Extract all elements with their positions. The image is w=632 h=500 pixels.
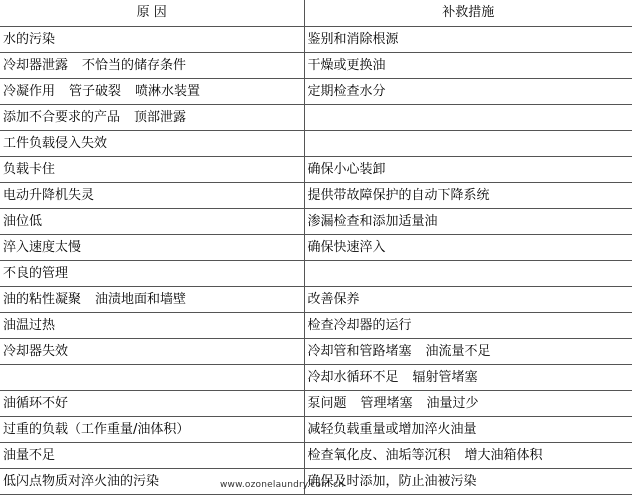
table-row [0, 339, 632, 365]
table-row [0, 365, 632, 391]
remedy-cell [304, 339, 632, 365]
table-row [0, 131, 632, 157]
cause-phrase: 管子破裂 [69, 84, 122, 99]
cause-cell [0, 287, 304, 313]
cause-cell [0, 261, 304, 287]
remedy-phrase: 干燥或更换油 [307, 58, 386, 73]
table-row [0, 235, 632, 261]
header-remedy: 补救措施 [304, 0, 632, 27]
remedy-cell [304, 53, 632, 79]
cause-cell [0, 443, 304, 469]
cause-phrase: 油循环不好 [3, 396, 69, 411]
remedy-cell [304, 365, 632, 391]
cause-phrase: 不良的管理 [3, 266, 69, 281]
cause-phrase: 冷却器失效 [3, 344, 69, 359]
remedy-phrase: 改善保养 [307, 292, 360, 307]
cause-phrase: 水的污染 [3, 32, 56, 47]
table-row [0, 79, 632, 105]
cause-phrase: 顶部泄露 [134, 110, 187, 125]
cause-phrase: 添加不合要求的产品 [3, 110, 121, 125]
remedy-phrase: 确保小心装卸 [307, 162, 386, 177]
table-body [0, 27, 632, 495]
cause-cell [0, 27, 304, 53]
cause-cell [0, 131, 304, 157]
table-row [0, 53, 632, 79]
cause-phrase: 油位低 [3, 214, 43, 229]
remedy-cell [304, 131, 632, 157]
cause-cell [0, 339, 304, 365]
table-row [0, 391, 632, 417]
remedy-phrase: 减轻负载重量或增加淬火油量 [307, 422, 477, 437]
header-row [0, 0, 632, 27]
cause-cell [0, 105, 304, 131]
cause-cell [0, 417, 304, 443]
cause-phrase: 油的粘性凝聚 [3, 292, 82, 307]
remedy-cell [304, 313, 632, 339]
remedy-phrase: 定期检查水分 [307, 84, 386, 99]
remedy-cell [304, 235, 632, 261]
remedy-cell [304, 443, 632, 469]
remedy-phrase: 油流量不足 [425, 344, 491, 359]
remedy-phrase: 增大油箱体积 [464, 448, 543, 463]
remedy-cell [304, 261, 632, 287]
remedy-phrase: 泵问题 [307, 396, 347, 411]
cause-phrase: 淬入速度太慢 [3, 240, 82, 255]
remedy-phrase: 确保快速淬入 [307, 240, 386, 255]
remedy-cell [304, 27, 632, 53]
cause-cell [0, 157, 304, 183]
remedy-phrase: 检查冷却器的运行 [307, 318, 412, 333]
cause-cell [0, 183, 304, 209]
cause-phrase: 不恰当的储存条件 [82, 58, 187, 73]
remedy-cell [304, 209, 632, 235]
remedy-phrase: 辐射管堵塞 [412, 370, 478, 385]
table-row [0, 417, 632, 443]
cause-phrase: 电动升降机失灵 [3, 188, 95, 203]
cause-phrase: 工件负载侵入失效 [3, 136, 108, 151]
remedy-phrase: 鉴别和消除根源 [307, 32, 399, 47]
cause-cell [0, 365, 304, 391]
remedy-cell [304, 183, 632, 209]
table-row [0, 313, 632, 339]
watermark-text: www.ozonelaundry.com.cn [220, 480, 345, 490]
remedy-cell [304, 79, 632, 105]
cause-phrase: 喷淋水装置 [135, 84, 201, 99]
remedy-cell [304, 157, 632, 183]
remedy-phrase: 检查氧化皮、油垢等沉积 [307, 448, 451, 463]
cause-phrase: 过重的负载（工作重量/油体积） [3, 422, 190, 437]
cause-cell [0, 209, 304, 235]
remedy-phrase: 冷却水循环不足 [307, 370, 399, 385]
cause-cell [0, 313, 304, 339]
remedy-cell [304, 105, 632, 131]
cause-phrase: 油量不足 [3, 448, 56, 463]
cause-cell [0, 53, 304, 79]
cause-phrase: 冷凝作用 [3, 84, 56, 99]
table-row [0, 157, 632, 183]
remedy-phrase: 确保及时添加，防止油被污染 [307, 474, 477, 489]
remedy-cell [304, 391, 632, 417]
table-row [0, 261, 632, 287]
cause-phrase: 负载卡住 [3, 162, 56, 177]
remedy-phrase: 提供带故障保护的自动下降系统 [307, 188, 490, 203]
table-row [0, 443, 632, 469]
cause-phrase: 低闪点物质对淬火油的污染 [3, 474, 160, 489]
cause-phrase: 冷却器泄露 [3, 58, 69, 73]
table-row [0, 183, 632, 209]
remedy-cell [304, 287, 632, 313]
cause-phrase: 油渍地面和墙壁 [95, 292, 187, 307]
remedy-phrase: 管理堵塞 [360, 396, 413, 411]
remedy-cell [304, 469, 632, 495]
remedy-cell [304, 417, 632, 443]
table-row [0, 209, 632, 235]
remedy-phrase: 冷却管和管路堵塞 [307, 344, 412, 359]
cause-cell [0, 235, 304, 261]
cause-cell [0, 79, 304, 105]
cause-cell [0, 391, 304, 417]
table-row [0, 287, 632, 313]
table-row [0, 27, 632, 53]
remedy-phrase: 油量过少 [426, 396, 479, 411]
header-cause: 原 因 [0, 0, 304, 27]
remedy-phrase: 渗漏检查和添加适量油 [307, 214, 438, 229]
table-row [0, 105, 632, 131]
cause-phrase: 油温过热 [3, 318, 56, 333]
